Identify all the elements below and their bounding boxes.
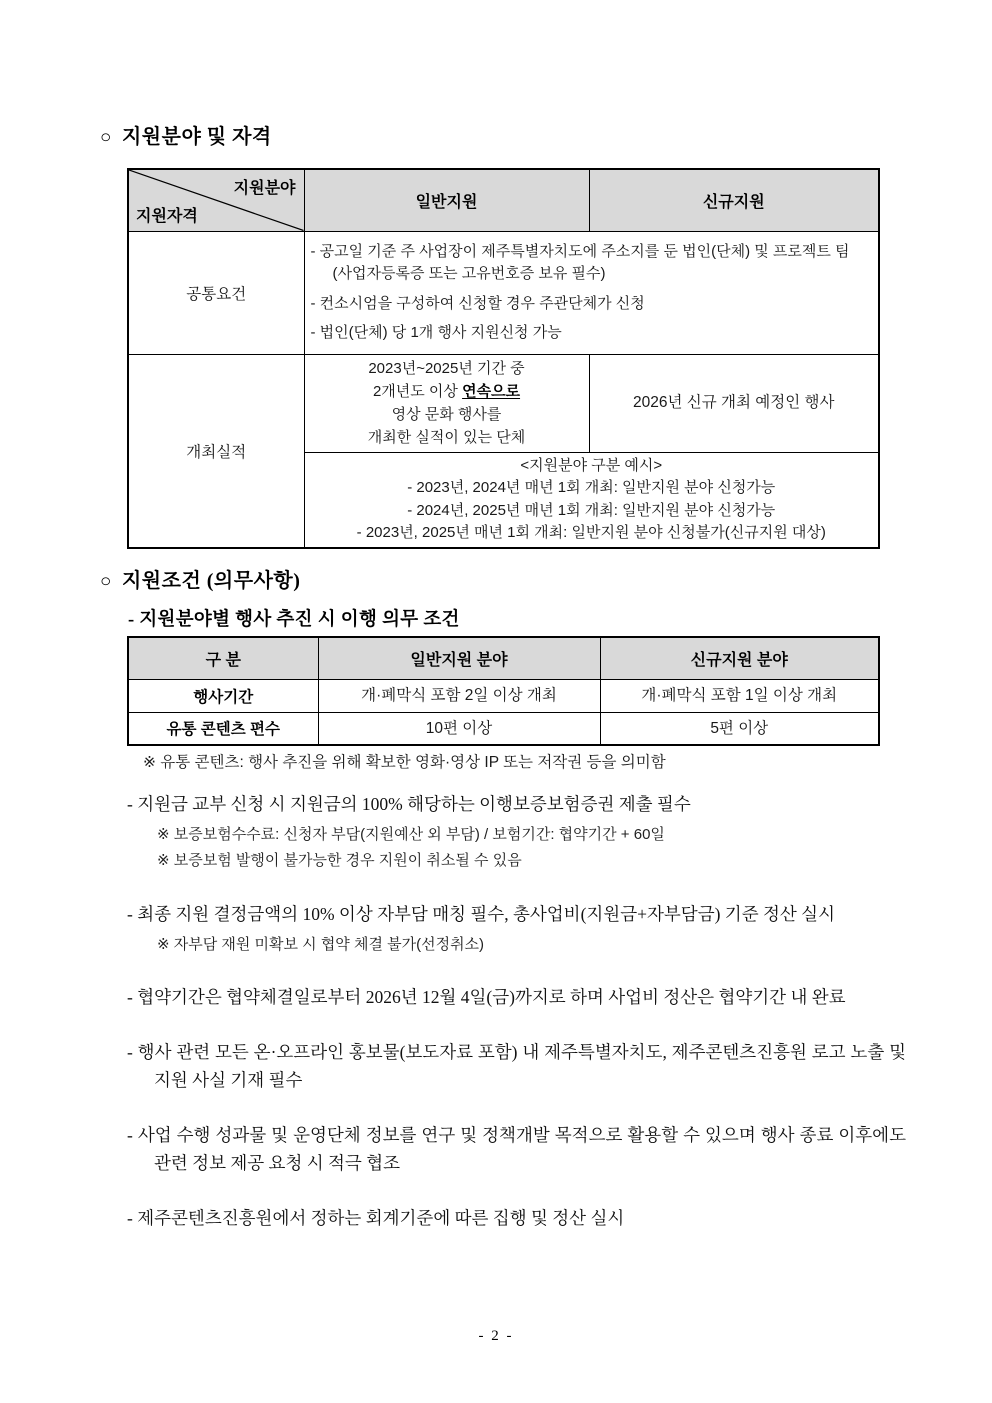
emphasized-text: 연속으로 bbox=[462, 382, 521, 400]
column-header-category: 구 분 bbox=[128, 637, 318, 679]
column-header-general: 일반지원 bbox=[304, 169, 589, 231]
content-count-row bbox=[128, 712, 879, 745]
requirement-item: - 컨소시엄을 구성하여 신청할 경우 주관단체가 신청 bbox=[310, 294, 645, 312]
section-title: 지원분야 및 자격 bbox=[121, 126, 272, 148]
example-line: - 2024년, 2025년 매년 1회 개최: 일반지원 분야 신청가능 bbox=[407, 501, 776, 519]
obligation-table-header-row bbox=[128, 637, 879, 679]
eligibility-table bbox=[127, 168, 880, 549]
obligation-table bbox=[127, 636, 880, 746]
section-heading-conditions bbox=[100, 564, 300, 593]
record-new-cell: 2026년 신규 개최 예정인 행사 bbox=[589, 354, 879, 452]
period-new-cell: 개·폐막식 포함 1일 이상 개최 bbox=[600, 679, 879, 712]
record-line bbox=[311, 380, 583, 403]
subsection-heading: - 지원분야별 행사 추진 시 이행 의무 조건 bbox=[128, 610, 460, 630]
record-line: 개최한 실적이 있는 단체 bbox=[367, 429, 526, 447]
page-number: - 2 - bbox=[478, 1328, 514, 1344]
contents-new-cell: 5편 이상 bbox=[600, 712, 879, 745]
record-general-cell bbox=[304, 354, 589, 452]
bullet-item: - 최종 지원 결정금액의 10% 이상 자부담 매칭 필수, 총사업비(지원금+자부담금) 기준 정산 실시 bbox=[127, 903, 835, 924]
record-line: 영상 문화 행사를 bbox=[391, 406, 502, 423]
eligibility-table-header-row bbox=[128, 169, 879, 231]
row-label-period: 행사기간 bbox=[128, 679, 318, 712]
contents-general-cell: 10편 이상 bbox=[318, 712, 600, 745]
requirement-item: - 공고일 기준 주 사업장이 제주특별자치도에 주소지를 둔 법인(단체) 및 프로젝트 팀 (사업자등록증 또는 고유번호증 보유 필수) bbox=[310, 242, 850, 282]
section-title: 지원조건 (의무사항) bbox=[121, 570, 301, 592]
record-row bbox=[128, 354, 879, 452]
subnote-line: ※ 보증보험수수료: 신청자 부담(지원예산 외 부담) / 보험기간: 협약기간 + 60일 bbox=[157, 826, 665, 843]
event-period-row bbox=[128, 679, 879, 712]
requirement-item: - 법인(단체) 당 1개 행사 지원신청 가능 bbox=[310, 324, 562, 341]
record-line: 2023년~2025년 기간 중 bbox=[368, 359, 525, 377]
bullet-item: - 지원금 교부 신청 시 지원금의 100% 해당하는 이행보증보험증권 제출 필수 bbox=[127, 794, 691, 814]
section-heading-eligibility bbox=[100, 120, 272, 149]
column-header-new-field: 신규지원 분야 bbox=[600, 637, 879, 679]
period-general-cell: 개·폐막식 포함 2일 이상 개최 bbox=[318, 679, 600, 712]
table-footnote: ※ 유통 콘텐츠: 행사 추진을 위해 확보한 영화·영상 IP 또는 저작권 등을 의미함 bbox=[143, 754, 666, 771]
corner-label-top: 지원분야 bbox=[233, 180, 296, 197]
example-cell bbox=[304, 452, 879, 548]
subnote-line: ※ 자부담 재원 미확보 시 협약 체결 불가(선정취소) bbox=[157, 935, 485, 953]
example-title: <지원분야 구분 예시> bbox=[520, 456, 663, 474]
corner-header-cell bbox=[128, 169, 304, 231]
circle-bullet-icon: ○ bbox=[100, 127, 112, 148]
bullet-item: - 사업 수행 성과물 및 운영단체 정보를 연구 및 정책개발 목적으로 활용할 수 있으며 행사 종료 이후에도 관련 정보 제공 요청 시 적극 협조 bbox=[127, 1124, 906, 1173]
bullet-item: - 협약기간은 협약체결일로부터 2026년 12월 4일(금)까지로 하며 사업비 정산은 협약기간 내 완료 bbox=[127, 986, 846, 1007]
conditions-bullet-list bbox=[127, 790, 906, 1259]
row-label-common: 공통요건 bbox=[128, 231, 304, 354]
example-line: - 2023년, 2025년 매년 1회 개최: 일반지원 분야 신청불가(신규지원 대상) bbox=[356, 524, 826, 541]
bullet-subnotes bbox=[157, 822, 906, 875]
row-label-record: 개최실적 bbox=[128, 354, 304, 548]
bullet-item: - 행사 관련 모든 온·오프라인 홍보물(보도자료 포함) 내 제주특별자치도, 제주콘텐츠진흥원 로고 노출 및 지원 사실 기재 필수 bbox=[127, 1041, 906, 1090]
row-label-contents: 유통 콘텐츠 편수 bbox=[128, 712, 318, 745]
common-requirements-cell bbox=[304, 231, 879, 354]
subnote-line: ※ 보증보험 발행이 불가능한 경우 지원이 취소될 수 있음 bbox=[157, 852, 522, 870]
column-header-new: 신규지원 bbox=[589, 169, 879, 231]
common-requirements-row bbox=[128, 231, 879, 354]
bullet-subnotes bbox=[157, 932, 906, 958]
example-line: - 2023년, 2024년 매년 1회 개최: 일반지원 분야 신청가능 bbox=[407, 479, 776, 496]
record-line-prefix: 2개년도 이상 bbox=[372, 382, 463, 400]
bullet-item: - 제주콘텐츠진흥원에서 정하는 회계기준에 따른 집행 및 정산 실시 bbox=[127, 1207, 625, 1228]
column-header-general-field: 일반지원 분야 bbox=[318, 637, 600, 679]
circle-bullet-icon: ○ bbox=[100, 571, 112, 592]
corner-label-bottom: 지원자격 bbox=[136, 207, 198, 225]
